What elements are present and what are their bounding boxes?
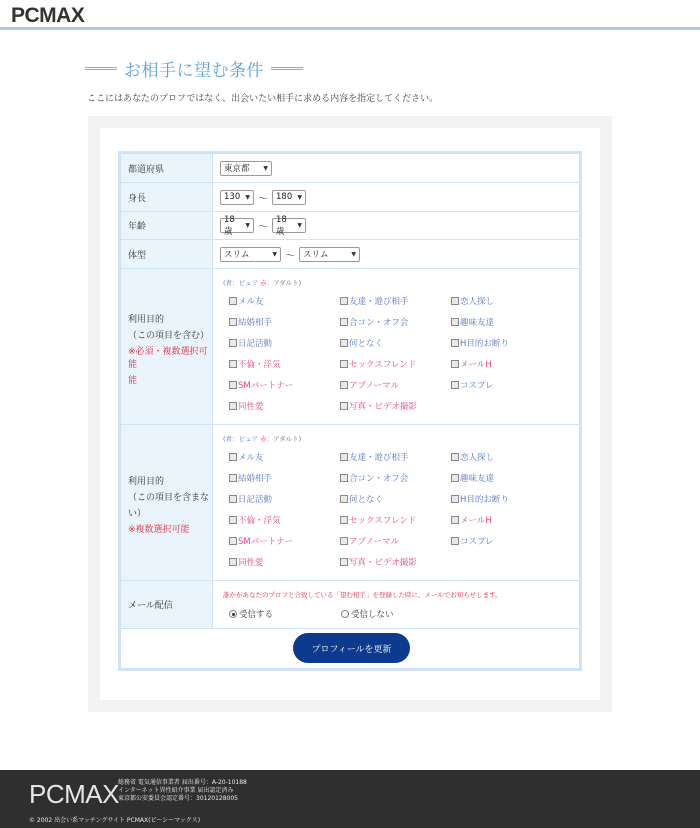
label-purpose: 利用目的 [128,314,165,325]
footer-info-line: インターネット異性紹介事業 届出認定済み [118,787,234,794]
checkbox-icon[interactable] [340,558,348,566]
checkbox-icon[interactable] [451,453,459,461]
purpose-option-label: メールH [460,516,492,526]
dropdown-arrow-icon: ▼ [297,193,302,201]
site-footer [0,770,700,828]
prefecture-select[interactable] [220,161,272,176]
age-to-value: 18歳 [276,214,287,237]
purpose-option-label: 同性愛 [238,558,264,568]
range-tilde: ～ [285,250,295,262]
body-to-value: スリム [303,250,329,260]
dropdown-arrow-icon: ▼ [272,250,277,258]
body-from-value: スリム [224,250,250,260]
purpose-option[interactable] [340,493,383,505]
checkbox-icon[interactable] [451,474,459,482]
purpose-option-label: 友達・遊び相手 [349,297,409,307]
radio-not-receive-label: 受信しない [351,610,394,620]
row-body-type [121,240,579,269]
pcmax-logo[interactable] [11,4,84,28]
purpose-option[interactable] [229,535,293,547]
radio-unselected-icon [341,610,349,618]
purpose-option-label: H目的お断り [460,339,509,349]
checkbox-icon[interactable] [229,360,237,368]
purpose-option-label: 趣味友達 [460,318,495,328]
range-tilde: ～ [258,193,268,205]
purpose-option[interactable] [340,472,408,484]
mail-note: 誰かがあなたのプロフと合致している「望む相手」を登録した時に、メールでお知らせします。 [223,591,502,599]
color-legend [223,278,301,287]
label-purpose: 利用目的 [128,477,165,487]
purpose-option-label: 恋人探し [460,297,495,307]
checkbox-icon[interactable] [229,537,237,545]
checkbox-icon[interactable] [340,360,348,368]
purpose-option[interactable] [229,337,272,349]
checkbox-icon[interactable] [340,474,348,482]
radio-not-receive[interactable] [341,608,394,620]
checkbox-icon[interactable] [340,516,348,524]
checkbox-icon[interactable] [229,516,237,524]
purpose-option[interactable] [340,514,416,526]
required-note-tail: 能 [128,375,138,386]
update-profile-button[interactable]: プロフィールを更新 [293,633,410,663]
purpose-option[interactable] [340,556,417,568]
age-from-select[interactable] [220,214,254,237]
purpose-option-label: 不倫・浮気 [238,360,281,370]
purpose-option[interactable] [340,337,383,349]
color-legend [223,434,301,443]
purpose-option-label: メル友 [238,297,264,307]
purpose-option-label: H目的お断り [460,495,509,505]
purpose-option[interactable] [451,535,494,547]
age-from-value: 18歳 [224,214,235,237]
legend-rest: ：アダルト) [266,279,302,287]
required-note: ※必須・複数選択可能 [128,346,208,370]
checkbox-icon[interactable] [340,453,348,461]
checkbox-icon[interactable] [451,318,459,326]
checkbox-icon[interactable] [229,558,237,566]
purpose-option[interactable] [229,379,293,391]
purpose-option-label: 写真・ビデオ撮影 [349,558,417,568]
purpose-option-label: コスプレ [460,537,494,547]
purpose-option-label: コスプレ [460,381,494,391]
site-header [0,0,700,30]
checkbox-icon[interactable] [451,537,459,545]
purpose-option[interactable] [451,493,509,505]
checkbox-icon[interactable] [340,318,348,326]
dropdown-arrow-icon: ▼ [245,222,250,229]
purpose-option-label: SMパートナー [238,537,294,547]
checkbox-icon[interactable] [451,339,459,347]
checkbox-icon[interactable] [229,339,237,347]
logo-text: PCMAX [11,4,85,27]
legend-pure: (青：ピュア [223,279,259,287]
purpose-option-label: 結婚相手 [238,474,273,484]
footer-registration-info [118,779,247,803]
purpose-option-label: 趣味友達 [460,474,495,484]
label-purpose-sub-tail: い） [128,509,147,519]
purpose-option[interactable] [340,400,417,412]
checkbox-icon[interactable] [451,360,459,368]
dropdown-arrow-icon: ▼ [263,164,268,172]
purpose-option-label: セックスフレンド [349,516,417,526]
checkbox-icon[interactable] [229,318,237,326]
body-to-select[interactable] [299,247,360,262]
purpose-option-label: SMパートナー [238,381,294,391]
purpose-option[interactable] [229,514,281,526]
purpose-option[interactable] [340,358,416,370]
purpose-option-label: 合コン・オフ会 [349,318,409,328]
conditions-form [118,151,582,671]
dropdown-arrow-icon: ▼ [351,250,356,258]
purpose-option[interactable] [340,316,408,328]
page-title: お相手に望む条件 [124,61,264,81]
row-mail [121,581,579,629]
purpose-option[interactable] [229,472,272,484]
purpose-option-label: 何となく [349,495,384,505]
purpose-option[interactable] [340,451,409,463]
checkbox-icon[interactable] [340,339,348,347]
label-prefecture: 都道府県 [128,164,165,175]
legend-rest: ：アダルト) [266,435,302,443]
purpose-option[interactable] [229,316,272,328]
page-title-row [85,56,303,81]
purpose-option[interactable] [451,358,492,370]
height-to-value: 180 [276,192,293,202]
footer-info-line: 東京都公安委員会認定番号：30120128005 [118,795,238,802]
purpose-option-label: アブノーマル [349,381,400,391]
title-line-left [85,67,117,70]
footer-copyright: © 2002 出会い系マッチングサイト PCMAX(ピーシーマックス) [29,817,201,824]
row-prefecture [121,154,579,183]
purpose-option[interactable] [340,535,399,547]
optional-note: ※複数選択可能 [128,525,190,535]
purpose-option[interactable] [340,295,409,307]
purpose-option[interactable] [229,295,264,307]
purpose-option[interactable] [451,514,492,526]
dropdown-arrow-icon: ▼ [245,193,250,201]
purpose-option[interactable] [229,556,264,568]
purpose-option-label: メル友 [238,453,264,463]
checkbox-icon[interactable] [451,495,459,503]
form-panel-inner [100,128,600,700]
checkbox-icon[interactable] [229,474,237,482]
checkbox-icon[interactable] [340,381,348,389]
purpose-option[interactable] [229,400,264,412]
height-to-select[interactable] [272,190,306,205]
checkbox-icon[interactable] [451,381,459,389]
radio-selected-icon [229,610,237,618]
label-mail: メール配信 [128,601,173,611]
purpose-option-label: 不倫・浮気 [238,516,281,526]
purpose-option[interactable] [229,451,264,463]
height-from-value: 130 [224,192,241,202]
label-purpose-sub: （この項目を含まな [128,493,210,503]
legend-adult: 赤 [260,435,267,443]
purpose-option[interactable] [229,358,281,370]
purpose-option[interactable] [451,316,494,328]
purpose-option-label: 合コン・オフ会 [349,474,409,484]
dropdown-arrow-icon: ▼ [297,222,302,229]
purpose-option-label: 同性愛 [238,402,264,412]
purpose-option-label: アブノーマル [349,537,400,547]
radio-receive[interactable] [229,608,273,620]
purpose-option[interactable] [340,379,399,391]
legend-pure: (青：ピュア [223,435,259,443]
body-from-select[interactable] [220,247,281,262]
purpose-option-label: メールH [460,360,492,370]
footer-logo[interactable]: PCMAX [29,779,119,809]
prefecture-value: 東京都 [224,164,250,174]
form-panel [88,116,612,712]
checkbox-icon[interactable] [451,516,459,524]
checkbox-icon[interactable] [229,381,237,389]
row-purpose-exclude [121,425,579,581]
height-from-select[interactable] [220,190,254,205]
purpose-option-label: 日記活動 [238,339,273,349]
purpose-option-label: 恋人探し [460,453,495,463]
checkbox-icon[interactable] [340,297,348,305]
checkbox-icon[interactable] [229,495,237,503]
checkbox-icon[interactable] [229,297,237,305]
checkbox-icon[interactable] [229,453,237,461]
purpose-option-label: 何となく [349,339,384,349]
row-purpose-include [121,269,579,425]
row-age [121,212,579,240]
checkbox-icon[interactable] [340,537,348,545]
range-tilde: ～ [258,222,268,233]
purpose-option[interactable] [229,493,272,505]
purpose-option[interactable] [451,337,509,349]
purpose-option[interactable] [451,295,494,307]
intro-text: ここにはあなたのプロフではなく、出会いたい相手に求める内容を指定してください。 [87,94,439,104]
purpose-option-label: 日記活動 [238,495,273,505]
purpose-option-label: セックスフレンド [349,360,417,370]
checkbox-icon[interactable] [451,297,459,305]
purpose-option-label: 写真・ビデオ撮影 [349,402,417,412]
checkbox-icon[interactable] [340,495,348,503]
purpose-option-label: 結婚相手 [238,318,273,328]
purpose-option[interactable] [451,451,494,463]
label-purpose-sub: （この項目を含む） [128,330,210,341]
label-age: 年齢 [128,222,147,232]
title-line-right [271,67,303,70]
purpose-option[interactable] [451,379,494,391]
checkbox-icon[interactable] [229,402,237,410]
label-body-type: 体型 [128,250,147,261]
legend-adult: 赤 [260,279,267,287]
purpose-option-label: 友達・遊び相手 [349,453,409,463]
label-height: 身長 [128,193,147,204]
age-to-select[interactable] [272,214,306,237]
checkbox-icon[interactable] [340,402,348,410]
radio-receive-label: 受信する [239,610,274,620]
row-height [121,183,579,212]
footer-info-line: 総務省 電気通信事業者 届出番号：A-20-10188 [118,779,247,786]
purpose-option[interactable] [451,472,494,484]
